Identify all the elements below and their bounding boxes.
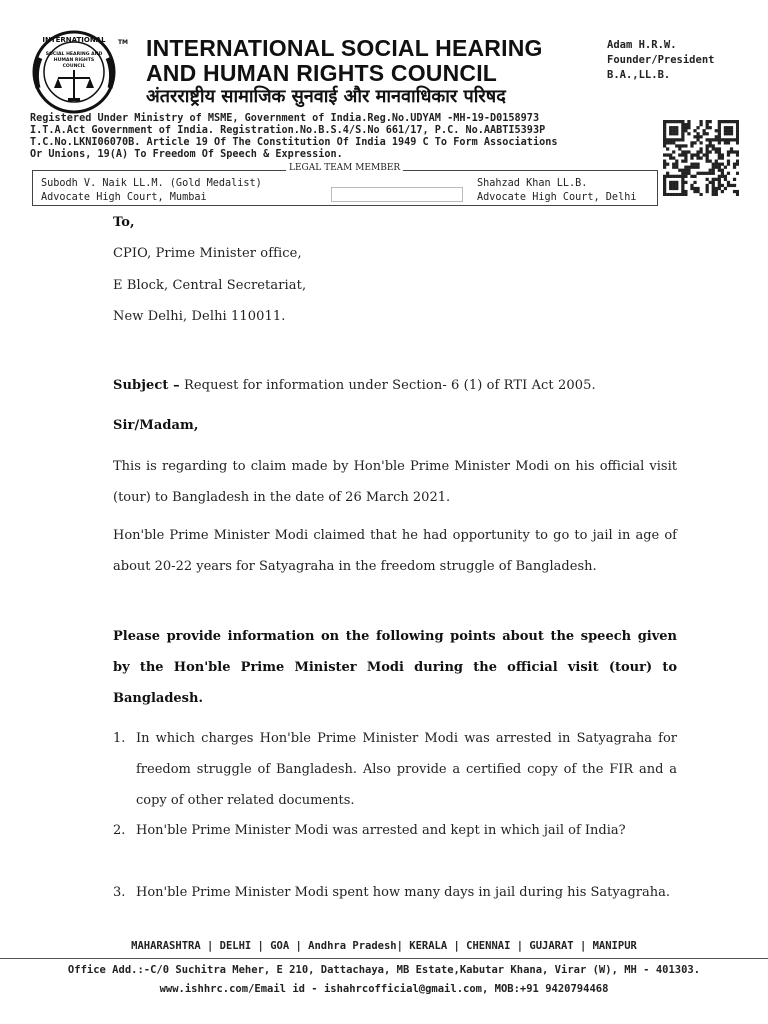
footer-address: Office Add.:-C/0 Suchitra Meher, E 210, Dattachaya, MB Estate,Kabutar Khana, Virar (W), MH - 401303.: [67, 964, 701, 976]
founder-block: [607, 38, 714, 83]
svg-text:HUMAN RIGHTS: HUMAN RIGHTS: [53, 58, 95, 63]
subject-text: Request for information under Section- 6 (1) of RTI Act 2005.: [179, 378, 596, 393]
council-logo: [28, 28, 132, 114]
organization-title-hindi: अंतरराष्ट्रीय सामाजिक सुनवाई और मानवाधिकार परिषद: [146, 86, 506, 107]
list-item-number: 1.: [113, 731, 126, 746]
logo-ring-text: INTERNATIONAL: [42, 36, 106, 44]
legal-member-right: [477, 177, 636, 205]
registration-line: Or Unions, 19(A) To Freedom Of Speech & Expression.: [30, 149, 343, 160]
recipient-line-3: New Delhi, Delhi 110011.: [113, 309, 286, 324]
subject-label: Subject –: [113, 378, 180, 393]
qr-code-icon: [663, 120, 739, 196]
founder-name: Adam H.R.W.: [607, 39, 677, 51]
list-item: [113, 723, 677, 816]
scales-of-justice-icon: [28, 28, 132, 114]
footer-states: MAHARASHTRA | DELHI | GOA | Andhra Pradesh| KERALA | CHENNAI | GUJARAT | MANIPUR: [131, 940, 637, 952]
letter-to: To,: [113, 215, 135, 230]
legal-member-right-court: Advocate High Court, Delhi: [477, 192, 637, 203]
legal-member-right-name: Shahzad Khan LL.B.: [477, 178, 588, 189]
registration-line: T.C.No.LKNI06070B. Article 19 Of The Constitution Of India 1949 C To Form Associations: [30, 137, 558, 148]
registration-line: Registered Under Ministry of MSME, Government of India.Reg.No.UDYAM -MH-19-D0158973: [30, 113, 540, 124]
title-line-2: AND HUMAN RIGHTS COUNCIL: [146, 60, 498, 86]
paragraph-request: Please provide information on the following points about the speech given by the Hon'ble Prime Minister Modi during the official visit (tour) to Bangladesh.: [113, 629, 677, 706]
salutation: Sir/Madam,: [113, 418, 199, 433]
footer-divider: [0, 958, 768, 959]
organization-title: [146, 36, 543, 86]
list-item-number: 2.: [113, 823, 126, 838]
list-item: [113, 877, 677, 908]
paragraph-2: Hon'ble Prime Minister Modi claimed that he had opportunity to go to jail in age of about 20-22 years for Satyagraha in the freedom struggle of Bangladesh.: [113, 528, 677, 574]
list-item-text: Hon'ble Prime Minister Modi spent how many days in jail during his Satyagraha.: [136, 885, 671, 900]
svg-text:SOCIAL HEARING AND: SOCIAL HEARING AND: [45, 52, 103, 57]
list-item-number: 3.: [113, 885, 126, 900]
legal-member-left-name: Subodh V. Naik LL.M. (Gold Medalist): [41, 178, 262, 189]
legal-team-title: LEGAL TEAM MEMBER: [286, 163, 403, 173]
registration-line: I.T.A.Act Government of India. Registration.No.B.S.4/S.No 661/17, P.C. No.AABTI5393P: [30, 125, 546, 136]
recipient-line-1: CPIO, Prime Minister office,: [113, 246, 302, 261]
list-item-text: Hon'ble Prime Minister Modi was arrested and kept in which jail of India?: [136, 823, 626, 838]
legal-member-left: [41, 177, 262, 205]
footer-contact: www.ishhrc.com/Email id - ishahrcofficial@gmail.com, MOB:+91 9420794468: [159, 983, 609, 995]
paragraph-1: This is regarding to claim made by Hon'ble Prime Minister Modi on his official visit (tour) to Bangladesh in the date of 26 March 2021.: [113, 459, 677, 505]
svg-text:COUNCIL: COUNCIL: [62, 64, 86, 69]
legal-blank-field: [331, 187, 463, 202]
list-item-text: In which charges Hon'ble Prime Minister Modi was arrested in Satyagraha for freedom struggle of Bangladesh. Also provide a certified copy of the FIR and a copy of other related documents.: [136, 731, 677, 808]
founder-degree: B.A.,LL.B.: [607, 69, 671, 81]
founder-role: Founder/President: [607, 54, 715, 66]
title-line-1: INTERNATIONAL SOCIAL HEARING: [146, 35, 543, 61]
recipient-line-2: E Block, Central Secretariat,: [113, 278, 307, 293]
legal-member-left-court: Advocate High Court, Mumbai: [41, 192, 207, 203]
list-item: [113, 815, 677, 846]
registration-info: [30, 113, 660, 161]
trademark-mark: TM: [117, 39, 129, 46]
subject-line: [113, 378, 596, 393]
